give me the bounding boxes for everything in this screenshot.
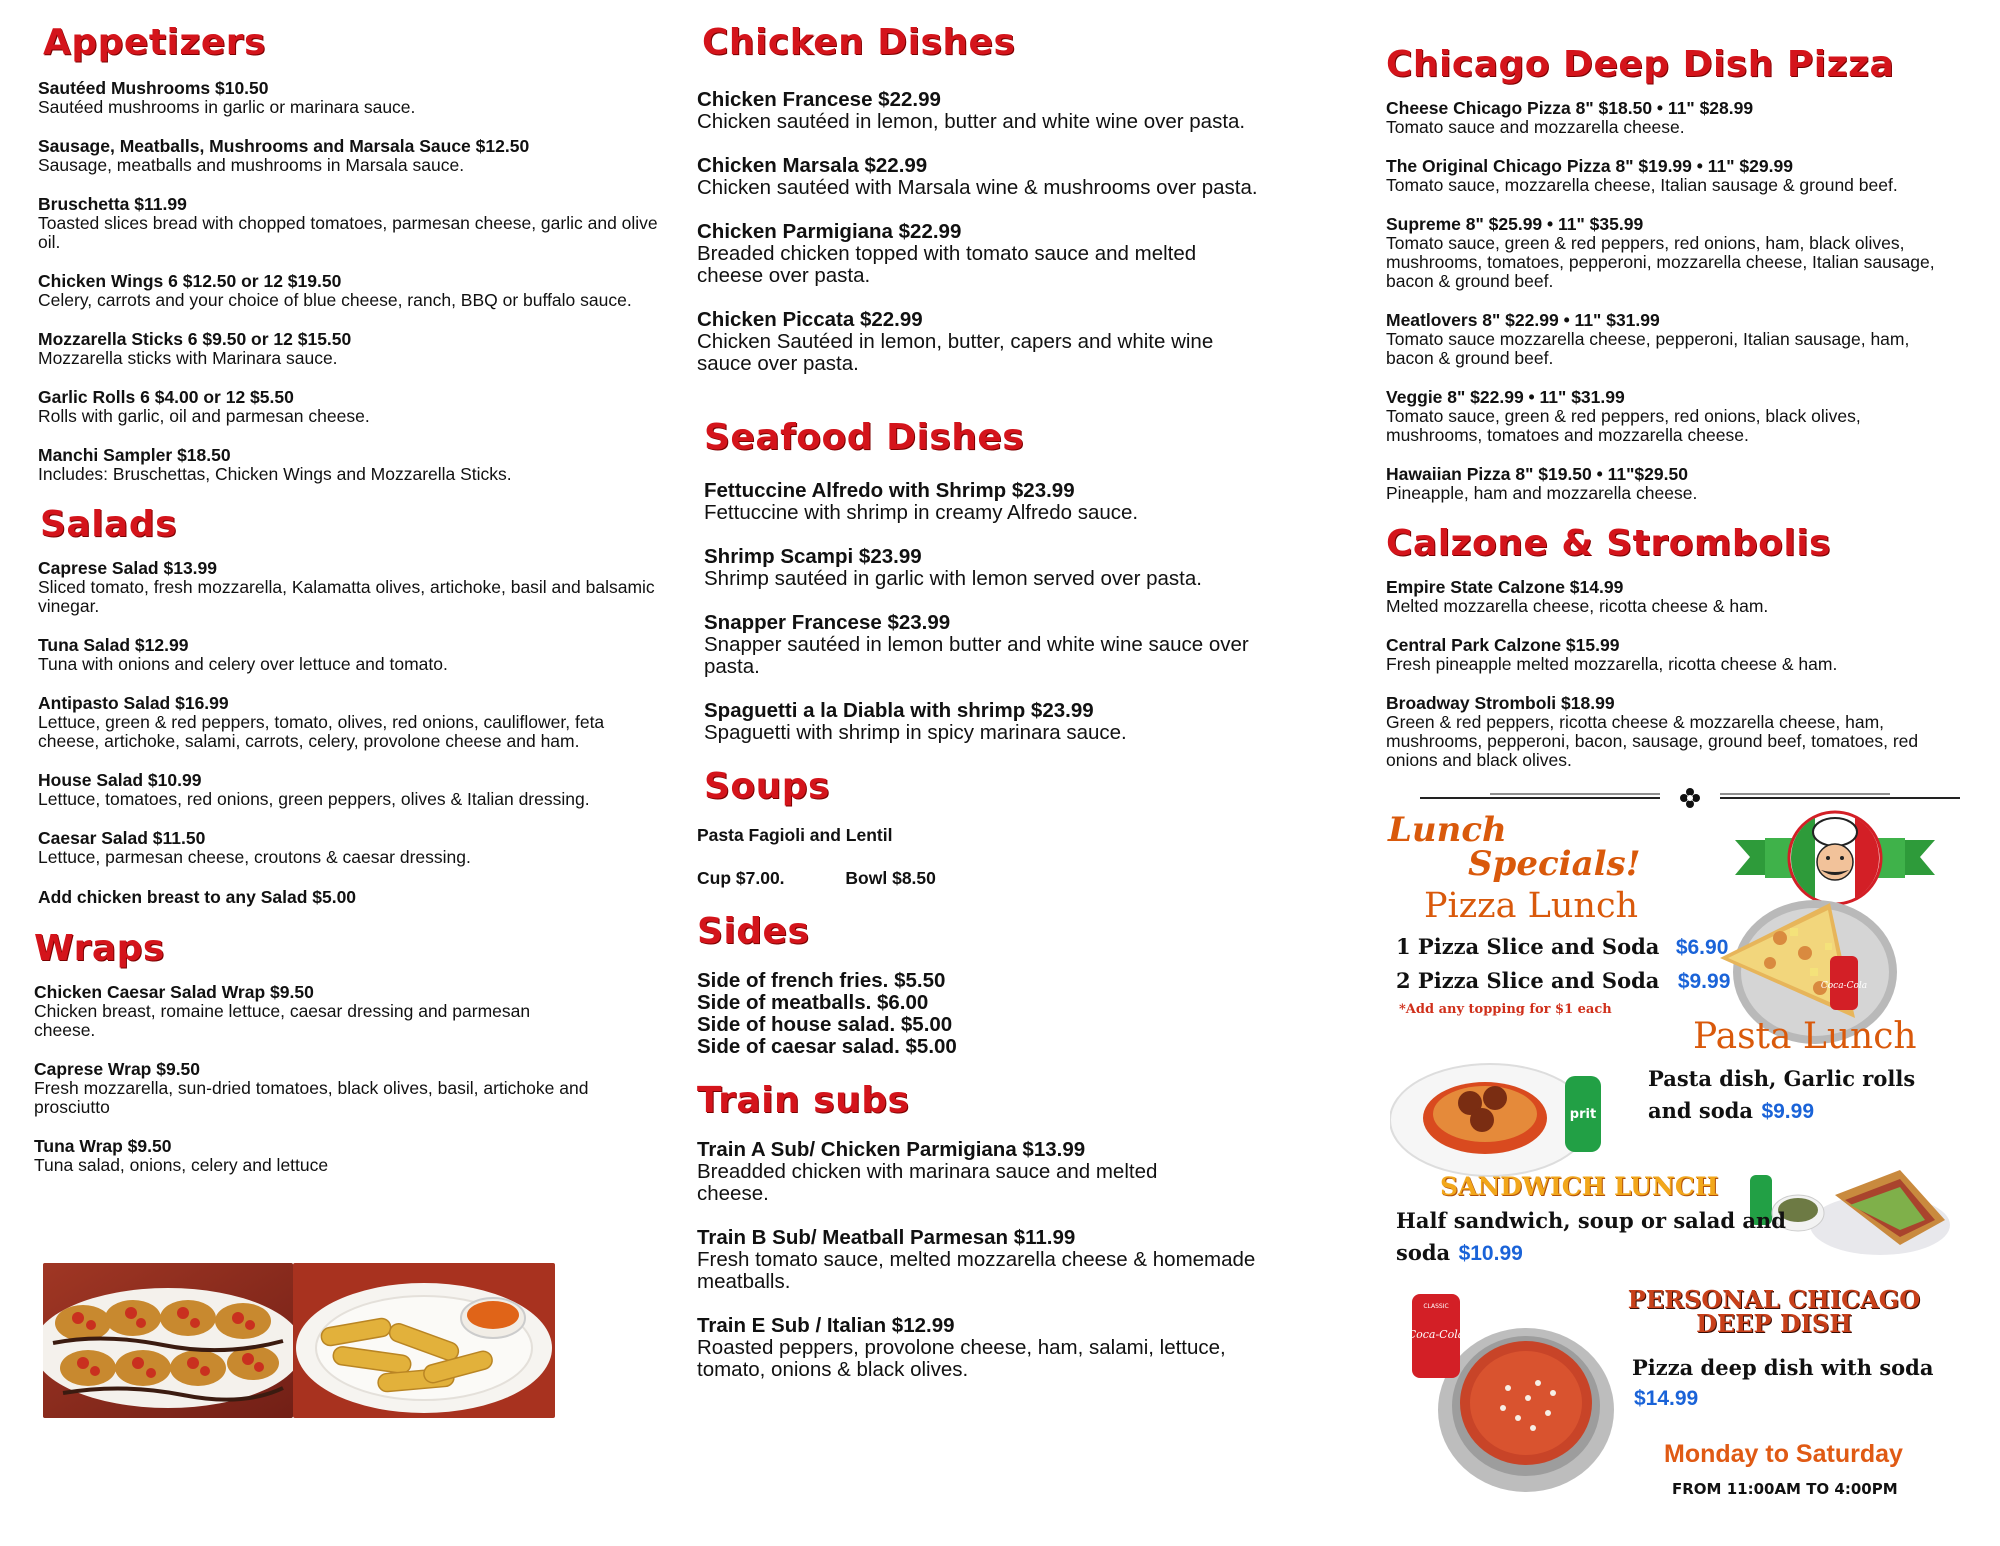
item-name: Chicken Caesar Salad Wrap $9.50 <box>34 982 314 1002</box>
deep-dish-photo <box>1408 1288 1618 1498</box>
item-desc: Tomato sauce, mozzarella cheese, Italian sausage & ground beef. <box>1386 175 1898 195</box>
menu-item <box>38 388 658 426</box>
sides-title: Sides <box>697 911 810 952</box>
item-name: Sausage, Meatballs, Mushrooms and Marsala Sauce $12.50 <box>38 136 530 156</box>
lunch-specials <box>1380 810 1980 1546</box>
side-item: Side of house salad. $5.00 <box>697 1013 953 1036</box>
menu-item <box>34 1060 658 1117</box>
menu-item <box>697 1227 1297 1293</box>
item-name: Spaguetti a la Diabla with shrimp $23.99 <box>704 699 1094 722</box>
menu-item <box>704 480 1297 524</box>
item-name: Tuna Salad $12.99 <box>38 635 189 655</box>
soups-title: Soups <box>704 766 830 807</box>
item-desc: Fettuccine with shrimp in creamy Alfredo sauce. <box>704 501 1139 524</box>
menu-item <box>1386 636 1966 674</box>
menu-item <box>1386 465 1966 503</box>
pizza-lunch-price-1: $6.90 <box>1675 936 1729 959</box>
ornament-divider <box>1420 787 1960 809</box>
item-name: Bruschetta $11.99 <box>38 194 187 214</box>
item-name: Broadway Stromboli $18.99 <box>1386 693 1615 713</box>
menu-item <box>38 636 658 674</box>
lunch-title-b: Specials! <box>1468 844 1641 884</box>
item-name: Snapper Francese $23.99 <box>704 611 951 634</box>
item-name: Chicken Piccata $22.99 <box>697 308 923 331</box>
item-name: Chicken Francese $22.99 <box>697 88 941 111</box>
item-desc: Breadded chicken with marinara sauce and melted cheese. <box>697 1160 1158 1205</box>
item-desc: Melted mozzarella cheese, ricotta cheese & ham. <box>1386 596 1769 616</box>
subs-title: Train subs <box>697 1080 910 1121</box>
pasta-lunch-text-2: and soda <box>1648 1098 1753 1123</box>
menu-item <box>704 700 1297 744</box>
calzone-title: Calzone & Strombolis <box>1386 523 1831 564</box>
item-desc: Green & red peppers, ricotta cheese & mozzarella cheese, ham, mushrooms, pepperoni, bacon, sausage, ground beef, tomatoes, red onions and black olives. <box>1386 712 1919 770</box>
appetizers-title: Appetizers <box>43 22 266 63</box>
menu-item <box>697 309 1297 375</box>
menu-item <box>704 546 1297 590</box>
item-desc: Celery, carrots and your choice of blue cheese, ranch, BBQ or buffalo sauce. <box>38 290 632 310</box>
item-desc: Mozzarella sticks with Marinara sauce. <box>38 348 338 368</box>
sandwich-lunch-line-1: Half sandwich, soup or salad and <box>1396 1208 1786 1233</box>
pasta-lunch-title: Pasta Lunch <box>1693 1016 1917 1057</box>
menu-item <box>38 694 658 751</box>
item-name: Sautéed Mushrooms $10.50 <box>38 78 269 98</box>
column-middle <box>697 22 1297 1403</box>
item-name: Train B Sub/ Meatball Parmesan $11.99 <box>697 1226 1076 1249</box>
pasta-lunch-line-2 <box>1648 1098 1814 1124</box>
menu-item <box>38 272 658 310</box>
item-desc: Fresh pineapple melted mozzarella, ricotta cheese & ham. <box>1386 654 1838 674</box>
menu-item <box>1386 388 1966 445</box>
item-name: Veggie 8" $22.99 • 11" $31.99 <box>1386 387 1625 407</box>
item-desc: Spaguetti with shrimp in spicy marinara sauce. <box>704 721 1127 744</box>
wraps-title: Wraps <box>34 928 165 969</box>
item-desc: Includes: Bruschettas, Chicken Wings and Mozzarella Sticks. <box>38 464 512 484</box>
item-name: Chicken Parmigiana $22.99 <box>697 220 962 243</box>
column-left <box>34 22 658 1195</box>
item-name: Hawaiian Pizza 8" $19.50 • 11"$29.50 <box>1386 464 1688 484</box>
pizza-lunch-text-2: 2 Pizza Slice and Soda <box>1396 968 1660 993</box>
item-desc: Lettuce, tomatoes, red onions, green peppers, olives & Italian dressing. <box>38 789 590 809</box>
chef-logo <box>1735 810 1935 905</box>
menu-item <box>38 330 658 368</box>
item-name: The Original Chicago Pizza 8" $19.99 • 11" $29.99 <box>1386 156 1793 176</box>
menu-item <box>34 1137 658 1175</box>
item-desc: Tuna salad, onions, celery and lettuce <box>34 1155 329 1175</box>
item-name: Meatlovers 8" $22.99 • 11" $31.99 <box>1386 310 1660 330</box>
item-name: House Salad $10.99 <box>38 770 202 790</box>
menu-item <box>1386 215 1966 291</box>
menu-item <box>1386 311 1966 368</box>
seafood-title: Seafood Dishes <box>704 417 1025 458</box>
menu-item <box>697 221 1297 287</box>
menu-item <box>38 829 658 867</box>
item-desc: Lettuce, green & red peppers, tomato, olives, red onions, cauliflower, feta cheese, artichoke, salami, carrots, celery, provolone cheese and ham. <box>38 712 605 751</box>
pizza-title: Chicago Deep Dish Pizza <box>1386 44 1895 85</box>
seafood-section <box>704 417 1297 744</box>
pizza-lunch-title: Pizza Lunch <box>1424 886 1639 926</box>
hours: FROM 11:00AM TO 4:00PM <box>1672 1480 1898 1498</box>
item-name: Central Park Calzone $15.99 <box>1386 635 1620 655</box>
item-desc: Fresh mozzarella, sun-dried tomatoes, black olives, basil, artichoke and prosciutto <box>34 1078 589 1117</box>
menu-item <box>34 983 658 1040</box>
item-name: Fettuccine Alfredo with Shrimp $23.99 <box>704 479 1075 502</box>
salads-note: Add chicken breast to any Salad $5.00 <box>38 887 357 907</box>
menu-item <box>1386 157 1966 195</box>
soups-section <box>697 766 1297 889</box>
lunch-title-a: Lunch <box>1388 810 1507 850</box>
item-name: Train A Sub/ Chicken Parmigiana $13.99 <box>697 1138 1086 1161</box>
item-desc: Fresh tomato sauce, melted mozzarella cheese & homemade meatballs. <box>697 1248 1256 1293</box>
item-desc: Shrimp sautéed in garlic with lemon served over pasta. <box>704 567 1202 590</box>
item-desc: Chicken sautéed with Marsala wine & mushrooms over pasta. <box>697 176 1258 199</box>
item-desc: Sausage, meatballs and mushrooms in Marsala sauce. <box>38 155 465 175</box>
item-name: Manchi Sampler $18.50 <box>38 445 231 465</box>
item-desc: Breaded chicken topped with tomato sauce and melted cheese over pasta. <box>697 242 1197 287</box>
mozzarella-sticks-photo <box>293 1263 555 1418</box>
item-desc: Tomato sauce and mozzarella cheese. <box>1386 117 1685 137</box>
sandwich-lunch-price: $10.99 <box>1458 1242 1523 1265</box>
wraps-section <box>34 928 658 1175</box>
item-name: Caprese Salad $13.99 <box>38 558 218 578</box>
item-name: Empire State Calzone $14.99 <box>1386 577 1624 597</box>
sandwich-lunch-text-2: soda <box>1396 1240 1451 1265</box>
item-desc: Sautéed mushrooms in garlic or marinara sauce. <box>38 97 416 117</box>
soup-bowl-price: Bowl $8.50 <box>845 868 936 888</box>
pizza-lunch-price-2: $9.99 <box>1677 970 1731 993</box>
pizza-lunch-line-1 <box>1396 934 1728 960</box>
menu-item <box>697 155 1297 199</box>
menu-item <box>1386 694 1966 770</box>
side-item: Side of caesar salad. $5.00 <box>697 1035 957 1058</box>
pasta-photo <box>1390 1048 1620 1178</box>
sides-list <box>697 970 1297 1058</box>
menu-item <box>38 79 658 117</box>
chicken-title: Chicken Dishes <box>702 22 1016 63</box>
side-item: Side of meatballs. $6.00 <box>697 991 929 1014</box>
pasta-lunch-price: $9.99 <box>1761 1100 1815 1123</box>
item-desc: Rolls with garlic, oil and parmesan cheese. <box>38 406 370 426</box>
item-name: Chicken Wings 6 $12.50 or 12 $19.50 <box>38 271 342 291</box>
deep-dish-title-2: DEEP DISH <box>1696 1309 1852 1338</box>
menu-item <box>697 1139 1297 1205</box>
item-desc: Tuna with onions and celery over lettuce and tomato. <box>38 654 448 674</box>
pasta-lunch-line-1: Pasta dish, Garlic rolls <box>1648 1066 1916 1091</box>
menu-item <box>38 559 658 616</box>
bruschetta-photo <box>43 1263 293 1418</box>
soup-cup-price: Cup $7.00. <box>697 868 785 888</box>
coke-label: Coca-Cola <box>1820 981 1868 991</box>
item-name: Caesar Salad $11.50 <box>38 828 206 848</box>
menu-item <box>1386 99 1966 137</box>
menu-item <box>38 195 658 252</box>
soup-name: Pasta Fagioli and Lentil <box>697 825 893 845</box>
menu-item <box>38 137 658 175</box>
item-desc: Chicken breast, romaine lettuce, caesar dressing and parmesan cheese. <box>34 1001 531 1040</box>
appetizers-list <box>38 79 658 484</box>
pizza-lunch-line-2 <box>1396 968 1730 994</box>
menu-item <box>697 89 1297 133</box>
days: Monday to Saturday <box>1664 1440 1903 1468</box>
coke-label-2: Coca-Cola <box>1408 1328 1465 1341</box>
item-desc: Pineapple, ham and mozzarella cheese. <box>1386 483 1698 503</box>
item-name: Tuna Wrap $9.50 <box>34 1136 172 1156</box>
sprite-label: prit <box>1569 1107 1597 1122</box>
item-desc: Snapper sautéed in lemon butter and white wine sauce over pasta. <box>704 633 1249 678</box>
item-name: Supreme 8" $25.99 • 11" $35.99 <box>1386 214 1644 234</box>
salads-list <box>38 559 658 908</box>
menu-item <box>704 612 1297 678</box>
pizza-lunch-text-1: 1 Pizza Slice and Soda <box>1396 934 1660 959</box>
menu-item <box>1386 578 1966 616</box>
item-desc: Roasted peppers, provolone cheese, ham, salami, lettuce, tomato, onions & black olives. <box>697 1336 1226 1381</box>
item-name: Shrimp Scampi $23.99 <box>704 545 922 568</box>
item-name: Antipasto Salad $16.99 <box>38 693 229 713</box>
deep-dish-line: Pizza deep dish with soda <box>1632 1355 1934 1380</box>
item-desc: Sliced tomato, fresh mozzarella, Kalamatta olives, artichoke, basil and balsamic vinegar. <box>38 577 655 616</box>
item-desc: Chicken sautéed in lemon, butter and white wine over pasta. <box>697 110 1246 133</box>
deep-dish-price: $14.99 <box>1634 1387 1699 1410</box>
pizza-lunch-note: *Add any topping for $1 each <box>1399 1002 1612 1017</box>
item-desc: Toasted slices bread with chopped tomatoes, parmesan cheese, garlic and olive oil. <box>38 213 658 252</box>
item-desc: Chicken Sautéed in lemon, butter, capers and white wine sauce over pasta. <box>697 330 1214 375</box>
deep-dish-title-1: PERSONAL CHICAGO <box>1627 1285 1921 1314</box>
sandwich-lunch-line-2 <box>1396 1240 1523 1266</box>
item-desc: Tomato sauce, green & red peppers, red onions, black olives, mushrooms, tomatoes and mozzarella cheese. <box>1386 406 1861 445</box>
column-right <box>1386 44 1966 790</box>
item-desc: Tomato sauce mozzarella cheese, pepperoni, Italian sausage, ham, bacon & ground beef. <box>1386 329 1910 368</box>
item-name: Garlic Rolls 6 $4.00 or 12 $5.50 <box>38 387 294 407</box>
side-item: Side of french fries. $5.50 <box>697 969 946 992</box>
soup-prices <box>697 868 1297 889</box>
salads-title: Salads <box>40 504 178 545</box>
sandwich-lunch-title: SANDWICH LUNCH <box>1440 1172 1719 1201</box>
item-name: Chicken Marsala $22.99 <box>697 154 928 177</box>
menu-item <box>38 446 658 484</box>
item-name: Cheese Chicago Pizza 8" $18.50 • 11" $28.99 <box>1386 98 1754 118</box>
coke-classic-label: CLASSIC <box>1423 1303 1449 1310</box>
item-desc: Tomato sauce, green & red peppers, red onions, ham, black olives, mushrooms, tomatoes, pepperoni, mozzarella cheese, Italian sausage, bacon & ground beef. <box>1386 233 1935 291</box>
item-name: Mozzarella Sticks 6 $9.50 or 12 $15.50 <box>38 329 352 349</box>
menu-item <box>697 1315 1297 1381</box>
item-name: Caprese Wrap $9.50 <box>34 1059 201 1079</box>
item-name: Train E Sub / Italian $12.99 <box>697 1314 955 1337</box>
menu-item <box>38 771 658 809</box>
item-desc: Lettuce, parmesan cheese, croutons & caesar dressing. <box>38 847 471 867</box>
